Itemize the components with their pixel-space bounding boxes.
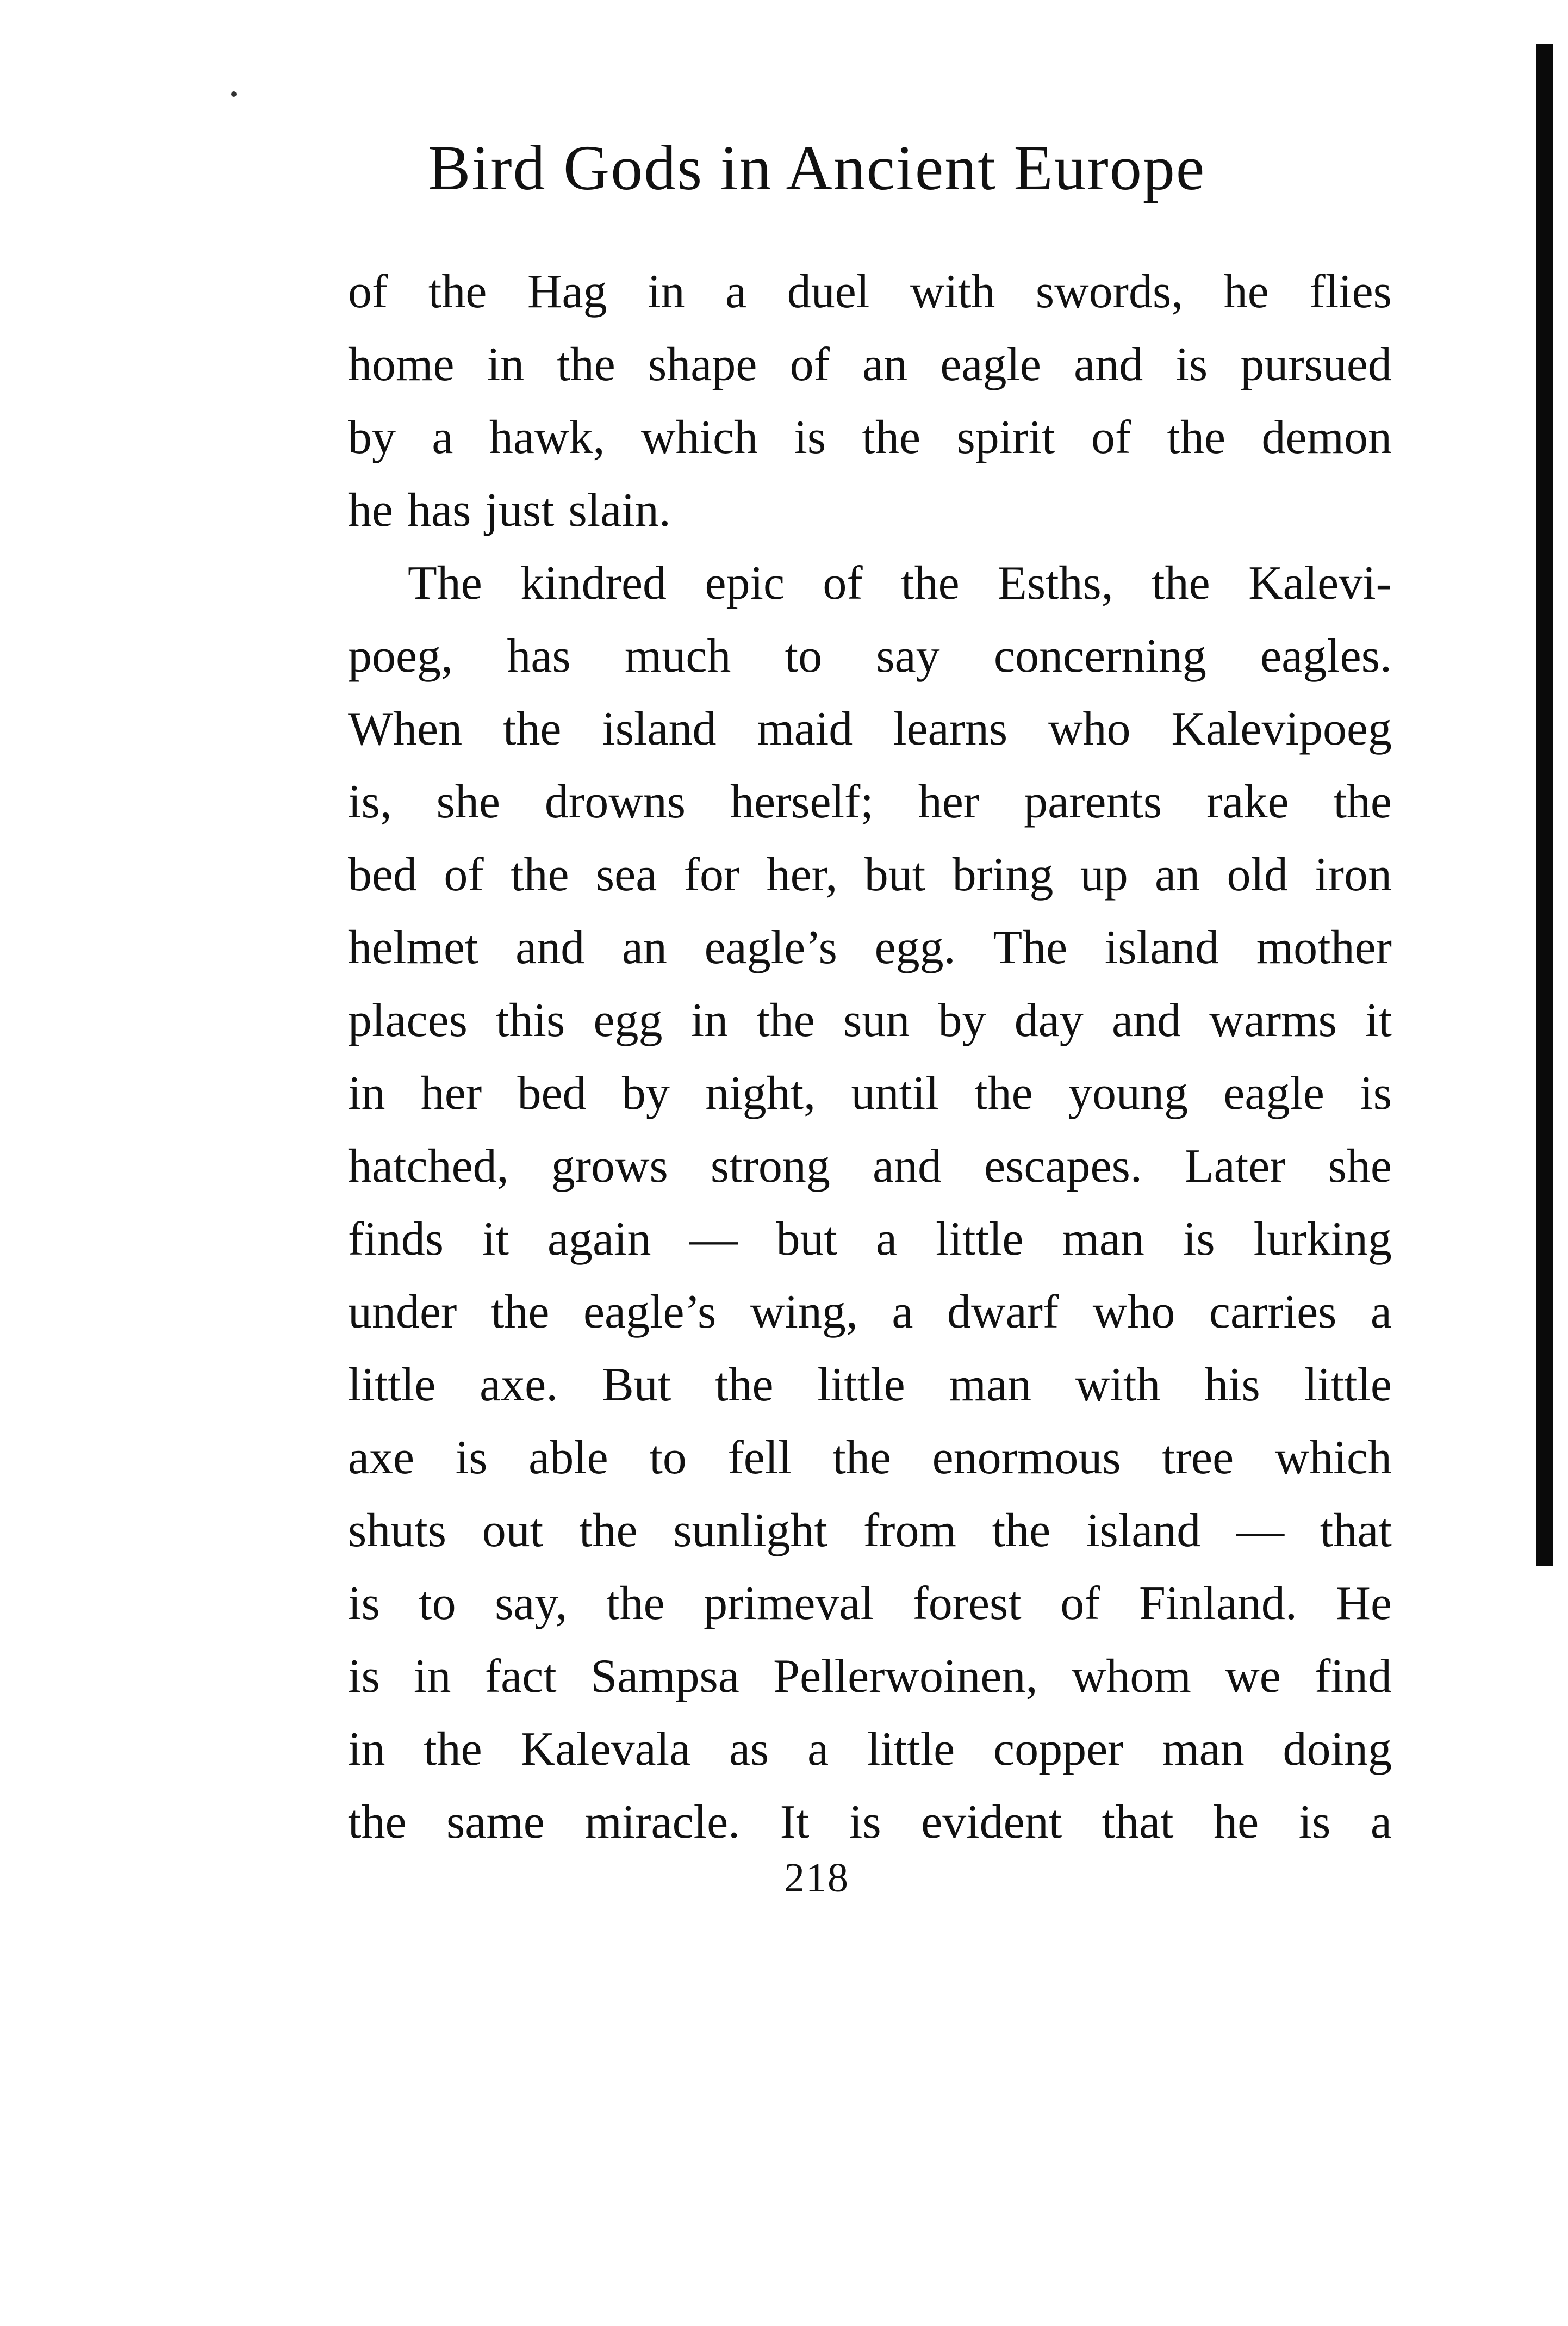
text-line: When the island maid learns who Kalevipoeg bbox=[348, 703, 1392, 755]
text-line: axe is able to fell the enormous tree which bbox=[348, 1431, 1392, 1484]
text-line: bed of the sea for her, but bring up an old iron bbox=[348, 848, 1392, 901]
page-number: 218 bbox=[784, 1855, 849, 1901]
text-line: is, she drowns herself; her parents rake the bbox=[348, 776, 1392, 828]
text-line: of the Hag in a duel with swords, he flies bbox=[348, 265, 1392, 318]
text-line: the same miracle. It is evident that he is a bbox=[348, 1796, 1392, 1849]
text-line: places this egg in the sun by day and warms it bbox=[348, 994, 1392, 1047]
text-line: is in fact Sampsa Pellerwoinen, whom we find bbox=[348, 1650, 1392, 1703]
text-line: poeg, has much to say concerning eagles. bbox=[348, 630, 1392, 683]
body-text bbox=[348, 256, 1392, 1859]
text-line: The kindred epic of the Esths, the Kalevi- bbox=[408, 557, 1392, 610]
text-line: shuts out the sunlight from the island — that bbox=[348, 1504, 1392, 1557]
text-line: helmet and an eagle’s egg. The island mother bbox=[348, 921, 1392, 974]
text-line: in the Kalevala as a little copper man doing bbox=[348, 1723, 1392, 1776]
page-edge-shadow bbox=[1536, 44, 1553, 1566]
scan-speck bbox=[231, 91, 237, 97]
text-line: he has just slain. bbox=[348, 484, 671, 537]
running-head: Bird Gods in Ancient Europe bbox=[427, 132, 1206, 203]
text-line: under the eagle’s wing, a dwarf who carries a bbox=[348, 1286, 1392, 1338]
text-line: finds it again — but a little man is lurking bbox=[348, 1213, 1392, 1266]
text-line: in her bed by night, until the young eagle is bbox=[348, 1067, 1392, 1120]
text-line: is to say, the primeval forest of Finland. He bbox=[348, 1577, 1392, 1630]
text-line: home in the shape of an eagle and is pursued bbox=[348, 338, 1392, 391]
text-line: hatched, grows strong and escapes. Later she bbox=[348, 1140, 1392, 1193]
text-line: by a hawk, which is the spirit of the demon bbox=[348, 411, 1392, 464]
text-line: little axe. But the little man with his little bbox=[348, 1359, 1392, 1411]
